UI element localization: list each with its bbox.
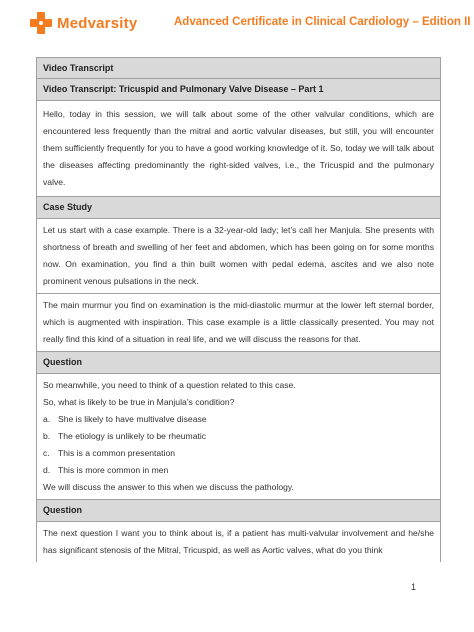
- option-letter: b.: [43, 431, 51, 441]
- option-letter: a.: [43, 414, 51, 424]
- transcript-title: Video Transcript: Tricuspid and Pulmonary Valve Disease – Part 1: [36, 79, 441, 101]
- section-heading-video-transcript: Video Transcript: [36, 57, 441, 79]
- next-question-text: The next question I want you to think about is, if a patient has multi-valvular involvement and he/she has significant stenosis of the Mitral, Tricuspid, as well as Aortic valves, what do you think: [43, 528, 434, 555]
- case-paragraph-2: [36, 294, 441, 352]
- page-header: [30, 10, 471, 40]
- question-intro-2: So, what is likely to be true in Manjula’s condition?: [43, 397, 235, 407]
- page-number: 1: [411, 582, 417, 592]
- question-block: [36, 374, 441, 500]
- intro-paragraph: [36, 101, 441, 197]
- next-question: [36, 522, 441, 562]
- option-text: This is more common in men: [58, 465, 169, 475]
- option-d: [43, 462, 434, 479]
- intro-text: Hello, today in this session, we will talk about some of the other valvular conditions, which are encountered less frequently than the mitral and aortic valvular diseases, but still, you will encounter them sufficiently frequently for you to have a good working knowledge of it. So, today we will talk about the diseases affecting predominantly the right-sided valves, i.e., the Tricuspid and the pulmonary valve.: [43, 109, 434, 187]
- medical-cross-icon: [30, 12, 52, 34]
- option-b: [43, 428, 434, 445]
- option-text: This is a common presentation: [58, 448, 176, 458]
- option-text: The etiology is unlikely to be rheumatic: [58, 431, 207, 441]
- course-title: Advanced Certificate in Clinical Cardiology – Edition II: [174, 16, 471, 28]
- case-paragraph-1: [36, 219, 441, 294]
- option-c: [43, 445, 434, 462]
- section-heading-case-study: Case Study: [36, 197, 441, 219]
- answer-options: [43, 411, 434, 479]
- logo-text: Medvarsity: [57, 14, 138, 32]
- option-text: She is likely to have multivalve disease: [58, 414, 207, 424]
- question-intro-1: So meanwhile, you need to think of a question related to this case.: [43, 380, 296, 390]
- option-letter: c.: [43, 448, 50, 458]
- medvarsity-logo: [30, 12, 137, 34]
- option-letter: d.: [43, 465, 51, 475]
- section-heading-question-1: Question: [36, 352, 441, 374]
- question-outro: We will discuss the answer to this when we discuss the pathology.: [43, 482, 294, 492]
- case-text-2: The main murmur you find on examination is the mid-diastolic murmur at the lower left sternal border, which is augmented with inspiration. This case example is a little classically presented. You may not really find this kind of a situation in real life, and we will discuss the reasons for that.: [43, 300, 434, 344]
- section-heading-question-2: Question: [36, 500, 441, 522]
- option-a: [43, 411, 434, 428]
- transcript-table: [36, 57, 441, 562]
- case-text-1: Let us start with a case example. There is a 32-year-old lady; let’s call her Manjula. She presents with shortness of breath and swelling of her feet and abdomen, which has been going on for some months now. On examination, you find a thin built women with pedal edema, ascites and we also note prominent venous pulsations in the neck.: [43, 225, 434, 286]
